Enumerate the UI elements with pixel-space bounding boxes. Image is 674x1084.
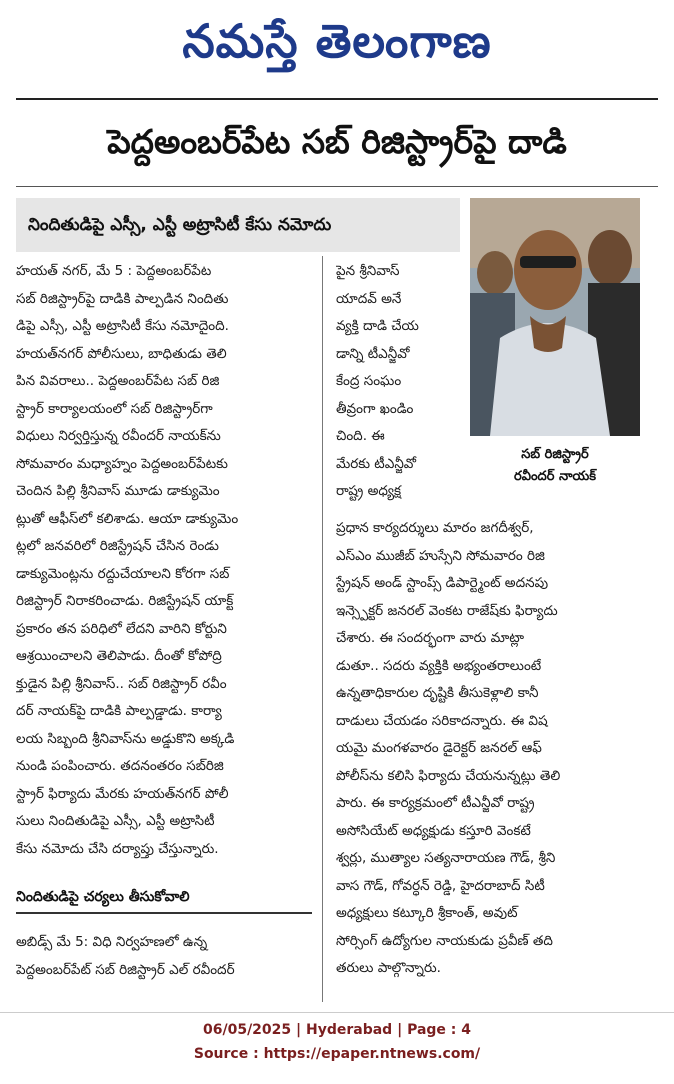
text-line: తీవ్రంగా ఖండిం	[336, 400, 414, 417]
text-line: క్తుడైన పిల్లి శ్రీనివాస్.. సబ్ రిజిస్ట్రార్ రవీం	[16, 675, 227, 692]
text-line: లయ సిబ్బంది శ్రీనివాస్‌ను అడ్డుకొని అక్కడి	[16, 730, 235, 747]
footer-divider	[0, 1012, 674, 1013]
text-line: డాన్ని టీఎన్జీవో	[336, 345, 410, 362]
text-line: వాస గౌడ్, గోవర్ధన్ రెడ్డి, హైదరాబాద్ సిటీ	[336, 877, 545, 894]
article-column-1	[16, 258, 312, 863]
text-line: డిపై ఎస్సీ, ఎస్టీ అట్రాసిటీ కేసు నమోదైంది.	[16, 318, 229, 334]
text-line: ప్రకారం తన పరిధిలో లేదని వారిని కోర్టుని	[16, 620, 227, 637]
text-line: స్ట్రేషన్ అండ్ స్టాంప్స్ డిపార్ట్మెంట్ అదనపు	[336, 575, 549, 591]
text-line: మేరకు టీఎన్జీవో	[336, 455, 417, 472]
text-line: పోలీస్‌ను కలిసి ఫిర్యాదు చేయనున్నట్లు తెలి	[336, 767, 561, 784]
text-line: సోర్సింగ్ ఉద్యోగుల నాయకుడు ప్రవీణ్ తది	[336, 932, 553, 949]
secondary-subheading: నిందితుడిపై చర్యలు తీసుకోవాలి	[16, 882, 312, 914]
footer-source-link[interactable]: Source : https://epaper.ntnews.com/	[193, 1046, 481, 1062]
text-line: శ్వర్లు, ముత్యాల సత్యనారాయణ గౌడ్, శ్రీని	[336, 850, 556, 866]
text-line: పెద్దఅంబర్‌పేట్ సబ్ రిజిస్ట్రార్ ఎల్ రవీందర్	[16, 961, 235, 978]
text-line: కేంద్ర సంఘం	[336, 373, 402, 389]
text-line: స్ట్రార్ కార్యాలయంలో సబ్ రిజిస్ట్రార్‌గా	[16, 400, 213, 417]
text-line: స్ట్రార్ ఫిర్యాదు మేరకు హయత్‌నగర్ పోలీ	[16, 785, 229, 802]
article-column-1-continued	[16, 929, 312, 984]
article-column-2-narrow	[336, 258, 468, 506]
text-line: ఆశ్రయించాలని తెలిపాడు. దీంతో కోపోద్రి	[16, 648, 222, 664]
text-line: హయత్ నగర్, మే 5 : పెద్దఅంబర్‌పేట	[16, 263, 212, 279]
text-line: చేశారు. ఈ సందర్భంగా వారు మాట్లా	[336, 630, 524, 646]
text-line: పారు. ఈ కార్యక్రమంలో టీఎన్జీవో రాష్ట్ర	[336, 795, 535, 811]
text-line: అబిడ్స్ మే 5: విధి నిర్వహణలో ఉన్న	[16, 934, 208, 950]
masthead-rule	[16, 98, 658, 100]
text-line: దర్ నాయక్‌పై దాడికి పాల్పడ్డాడు. కార్యా	[16, 703, 222, 719]
text-line: ఇన్స్పెక్టర్ జనరల్ వెంకట రాజేష్‌కు ఫిర్యాదు	[336, 602, 558, 619]
text-line: కేసు నమోదు చేసి దర్యాప్తు చేస్తున్నారు.	[16, 840, 219, 857]
article-headline: పెద్దఅంబర్‌పేట సబ్ రిజిస్ట్రార్‌పై దాడి	[107, 122, 567, 161]
photo-caption	[470, 438, 640, 498]
text-line: పిన వివరాలు.. పెద్దఅంబర్‌పేట సబ్ రిజి	[16, 373, 220, 389]
text-line: ప్రధాన కార్యదర్శులు మారం జగదీశ్వర్,	[336, 520, 534, 536]
text-line: విధులు నిర్వర్తిస్తున్న రవీందర్ నాయక్‌ను	[16, 428, 221, 444]
text-line: ఉన్నతాధికారుల దృష్టికి తీసుకెళ్లాలి కానీ	[336, 685, 539, 701]
caption-name: రవీందర్ నాయక్	[514, 469, 596, 484]
text-line: హయత్‌నగర్ పోలీసులు, బాధితుడు తెలి	[16, 345, 227, 362]
text-line: ట్లుతో ఆఫీస్‌లో కలిశాడు. ఆయా డాక్యుమెం	[16, 510, 239, 527]
text-line: డాక్యుమెంట్లను రద్దుచేయాలని కోరగా సబ్	[16, 565, 230, 582]
headline-divider	[16, 186, 658, 187]
caption-title: సబ్ రిజిస్ట్రార్	[521, 447, 589, 462]
text-line: డుతూ.. సదరు వ్యక్తికి అభ్యంతరాలుంటే	[336, 657, 542, 674]
sub-registrar-photo	[470, 198, 640, 436]
text-line: నుండి పంపించారు. తదనంతరం సబ్‌రిజి	[16, 758, 224, 774]
text-line: ఎస్ఎం ముజీబ్ హుస్సేని సోమవారం రిజి	[336, 547, 545, 564]
text-line: దాడులు చేయడం సరికాదన్నారు. ఈ విష	[336, 712, 548, 729]
text-line: వ్యక్తి దాడి చేయ	[336, 318, 419, 334]
text-line: రాష్ట్ర అధ్యక్ష	[336, 483, 402, 499]
text-line: అధ్యక్షులు కట్కూరి శ్రీకాంత్, అవుట్	[336, 905, 518, 921]
text-line: యమై మంగళవారం డైరెక్టర్ జనరల్ ఆఫ్	[336, 740, 542, 756]
text-line: పైన శ్రీనివాస్	[336, 263, 400, 279]
column-divider	[322, 256, 323, 1002]
text-line: సులు నిందితుడిపై ఎస్సీ, ఎస్టీ అట్రాసిటీ	[16, 813, 215, 829]
text-line: సోమవారం మధ్యాహ్నం పెద్దఅంబర్‌పేటకు	[16, 455, 228, 472]
article-subheading: నిందితుడిపై ఎస్సీ, ఎస్టీ అట్రాసిటీ కేసు నమోదు	[16, 198, 460, 252]
text-line: చింది. ఈ	[336, 428, 385, 444]
masthead-logo: నమస్తే తెలంగాణ	[182, 14, 492, 68]
text-line: ట్లలో జనవరిలో రిజిస్ట్రేషన్ చేసిన రెండు	[16, 538, 219, 554]
text-line: చెందిన పిల్లి శ్రీనివాస్ మూడు డాక్యుమెం	[16, 483, 220, 499]
article-column-2	[336, 515, 658, 983]
text-line: సబ్ రిజిస్ట్రార్‌పై దాడికి పాల్పడిన నిందితు	[16, 290, 229, 307]
text-line: అసోసియేట్ అధ్యక్షుడు కస్తూరి వెంకటే	[336, 822, 531, 839]
text-line: యాదవ్ అనే	[336, 290, 402, 307]
text-line: రిజిస్ట్రార్ నిరాకరించాడు. రిజిస్ట్రేషన్ యాక్ట్	[16, 593, 234, 609]
footer-dateline: 06/05/2025 | Hyderabad | Page : 4	[202, 1022, 472, 1038]
text-line: తరులు పాల్గొన్నారు.	[336, 960, 441, 976]
